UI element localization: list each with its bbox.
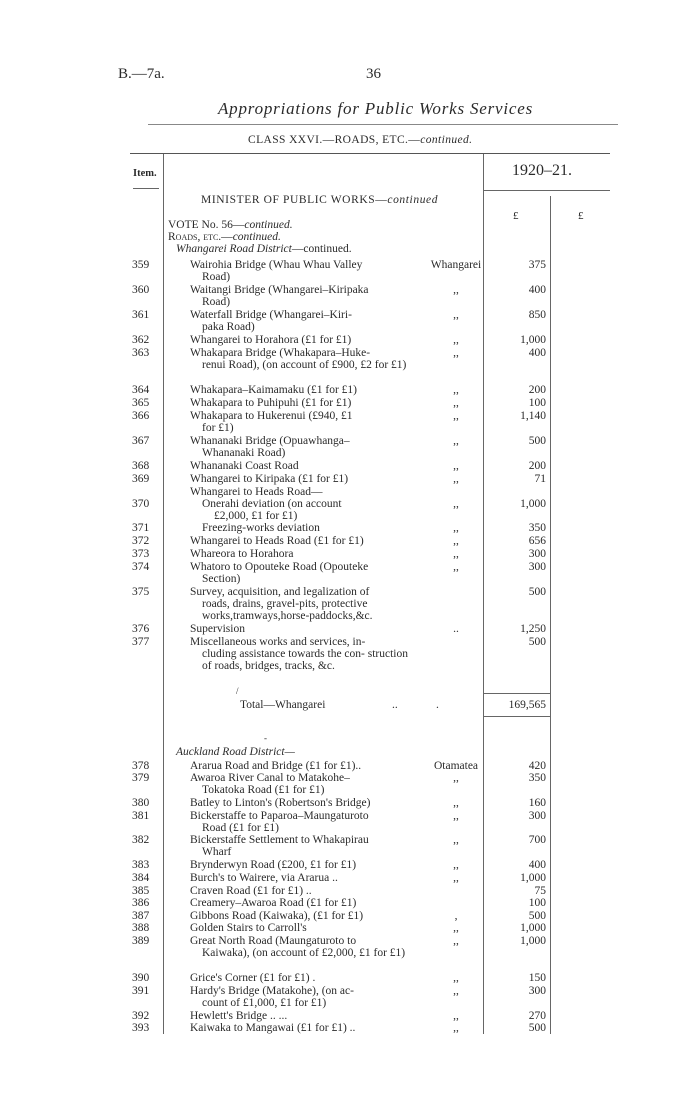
minister-heading-cont: continued [387, 194, 439, 206]
item-number: 359 [132, 259, 150, 271]
item-description-main: Whangarei to Horahora (£1 for £1) [190, 334, 352, 346]
item-description [190, 384, 418, 396]
item-description-main: Kaiwaka to Mangawai (£1 for £1) .. [190, 1022, 356, 1034]
item-description-continued: roads, drains, gravel-pits, protective works,tramways,horse-paddocks,&c. [202, 598, 373, 622]
item-description-main: Gibbons Road (Kaiwaka), (£1 for £1) [190, 910, 364, 922]
item-amount: 300 [528, 548, 546, 560]
class-heading-cont: continued. [420, 134, 473, 146]
district-heading-auckland: Auckland Road District— [176, 746, 295, 758]
item-description-main: Supervision [190, 623, 245, 635]
item-description [190, 473, 418, 485]
item-number: 376 [132, 623, 150, 635]
item-description-main: Burch's to Wairere, via Ararua .. [190, 872, 338, 884]
item-number: 392 [132, 1010, 150, 1022]
item-description-continued: Road) [202, 271, 231, 283]
item-amount: 500 [528, 1022, 546, 1034]
item-district: ,, [453, 347, 459, 359]
item-description-main: Hewlett's Bridge .. ... [190, 1010, 288, 1022]
item-amount: 656 [528, 535, 546, 547]
item-amount: 400 [528, 284, 546, 296]
item-amount: 270 [528, 1010, 546, 1022]
item-amount: 200 [528, 460, 546, 472]
pound-sign-1: £ [513, 210, 519, 222]
vote-heading-cont: continued. [244, 219, 293, 231]
item-description [190, 309, 418, 333]
item-description-continued: renui Road), (on account of £900, £2 for £1) [202, 359, 407, 371]
item-description-continued: Kaiwaka), (on account of £2,000, £1 for £1) [202, 947, 406, 959]
item-description-main: Wairohia Bridge (Whau Whau Valley [190, 259, 363, 271]
item-description [190, 935, 418, 959]
item-amount: 300 [528, 985, 546, 997]
item-amount: 150 [528, 972, 546, 984]
item-number: 375 [132, 586, 150, 598]
item-number: 372 [132, 535, 150, 547]
item-district: ,, [453, 548, 459, 560]
item-description-main: Brynderwyn Road (£200, £1 for £1) [190, 859, 357, 871]
item-number: 381 [132, 810, 150, 822]
item-description-continued: Wharf [202, 846, 232, 858]
item-description [190, 810, 418, 834]
item-column-header: Item. [133, 168, 157, 179]
roads-heading-cont: continued. [232, 231, 281, 243]
item-description-main: Whangarei to Heads Road— [190, 486, 323, 498]
item-district: ,, [453, 772, 459, 784]
item-district: ,, [453, 1022, 459, 1034]
item-description-main: Batley to Linton's (Robertson's Bridge) [190, 797, 371, 809]
item-header-rule [133, 188, 159, 189]
item-district: , [454, 910, 458, 922]
item-description [190, 435, 418, 459]
item-amount: 75 [534, 885, 546, 897]
item-number: 371 [132, 522, 150, 534]
item-number: 368 [132, 460, 150, 472]
item-description-main: Miscellaneous works and services, in- [190, 636, 366, 648]
item-amount: 400 [528, 347, 546, 359]
item-amount: 100 [528, 897, 546, 909]
item-amount: 1,140 [520, 410, 546, 422]
item-district: ,, [453, 1010, 459, 1022]
item-district: ,, [453, 935, 459, 947]
item-amount: 1,000 [520, 922, 546, 934]
total-leader-dots: .. [392, 699, 398, 711]
item-district: ,, [453, 397, 459, 409]
item-amount: 850 [528, 309, 546, 321]
item-district: ,, [453, 410, 459, 422]
item-amount: 300 [528, 561, 546, 573]
item-amount: 1,000 [520, 334, 546, 346]
item-amount: 375 [528, 259, 546, 271]
item-number: 367 [132, 435, 150, 447]
item-description-main: Awaroa River Canal to Matakohe– [190, 772, 350, 784]
item-amount: 100 [528, 397, 546, 409]
item-description [190, 859, 418, 871]
item-amount: 500 [528, 910, 546, 922]
item-description-main: Whakapara to Hukerenui (£940, £1 [190, 410, 353, 422]
item-number: 369 [132, 473, 150, 485]
item-description-main: Freezing-works deviation [202, 522, 320, 534]
item-description [202, 522, 430, 534]
item-district: ,, [453, 284, 459, 296]
item-description-main: Whangarei to Heads Road (£1 for £1) [190, 535, 364, 547]
item-description [190, 910, 418, 922]
item-district: ,, [453, 859, 459, 871]
document-reference: B.—7a. [118, 66, 165, 82]
item-description-main: Grice's Corner (£1 for £1) . [190, 972, 316, 984]
item-description-continued: Section) [202, 573, 241, 585]
item-number: 374 [132, 561, 150, 573]
item-district: ,, [453, 797, 459, 809]
item-district: ,, [453, 872, 459, 884]
item-number: 391 [132, 985, 150, 997]
item-description [190, 259, 418, 283]
item-description-main: Creamery–Awaroa Road (£1 for £1) [190, 897, 357, 909]
separator-mark-2: - [264, 733, 267, 743]
item-description-continued: £2,000, £1 for £1) [214, 510, 298, 522]
item-amount: 200 [528, 384, 546, 396]
minister-heading [201, 194, 438, 206]
item-description-continued: paka Road) [202, 321, 255, 333]
item-district: ,, [453, 922, 459, 934]
item-description-main: Whakapara Bridge (Whakapara–Huke- [190, 347, 371, 359]
item-description [190, 797, 418, 809]
item-description [190, 834, 418, 858]
item-description-main: Whananaki Bridge (Opuawhanga– [190, 435, 350, 447]
pound-sign-2: £ [578, 210, 584, 222]
item-description [190, 1022, 418, 1034]
item-description-main: Waitangi Bridge (Whangarei–Kiripaka [190, 284, 369, 296]
total-bottom-rule [483, 716, 550, 717]
item-number: 386 [132, 897, 150, 909]
item-number: 360 [132, 284, 150, 296]
item-amount: 1,000 [520, 498, 546, 510]
item-description [190, 897, 418, 909]
total-label: Total—Whangarei [240, 699, 326, 711]
item-description [190, 334, 418, 346]
item-description [190, 872, 418, 884]
item-description [190, 561, 418, 585]
item-description-main: Whakapara–Kaimamaku (£1 for £1) [190, 384, 357, 396]
item-description-continued: Whananaki Road) [202, 447, 286, 459]
item-district: Whangarei [430, 259, 482, 271]
item-district: ,, [453, 561, 459, 573]
item-number: 382 [132, 834, 150, 846]
vote-heading [168, 219, 293, 231]
item-amount: 300 [528, 810, 546, 822]
item-number: 373 [132, 548, 150, 560]
item-number: 388 [132, 922, 150, 934]
item-number: 362 [132, 334, 150, 346]
item-amount: 1,000 [520, 935, 546, 947]
item-number: 380 [132, 797, 150, 809]
item-district: ,, [453, 498, 459, 510]
item-number: 377 [132, 636, 150, 648]
item-description-main: Survey, acquisition, and legalization of [190, 586, 370, 598]
item-description [202, 498, 430, 522]
year-column-header: 1920–21. [512, 162, 572, 179]
item-description [190, 985, 418, 1009]
item-district: ,, [453, 972, 459, 984]
item-number: 384 [132, 872, 150, 884]
vote-heading-main: VOTE No. 56— [168, 219, 245, 231]
item-number: 387 [132, 910, 150, 922]
separator-mark: / [236, 686, 239, 696]
item-description-continued: Road) [202, 296, 231, 308]
amount-column-divider [550, 196, 551, 1034]
item-district: ,, [453, 535, 459, 547]
item-description [190, 1010, 418, 1022]
roads-heading [168, 231, 281, 243]
roads-heading-main: Roads, etc.— [168, 231, 233, 243]
item-description [190, 772, 418, 796]
item-description [190, 535, 418, 547]
page-title: Appropriations for Public Works Services [218, 99, 533, 118]
table-top-rule [130, 153, 610, 154]
minister-heading-main: MINISTER OF PUBLIC WORKS— [201, 194, 388, 206]
item-description [190, 486, 418, 498]
item-description-main: Onerahi deviation (on account [202, 498, 342, 510]
item-number: 361 [132, 309, 150, 321]
item-description-main: Golden Stairs to Carroll's [190, 922, 307, 934]
item-description-main: Hardy's Bridge (Matakohe), (on ac- [190, 985, 354, 997]
item-district: .. [453, 623, 459, 635]
item-description [190, 397, 418, 409]
class-heading [248, 134, 472, 146]
item-number: 366 [132, 410, 150, 422]
item-description-continued: count of £1,000, £1 for £1) [202, 997, 327, 1009]
item-description [190, 623, 418, 635]
item-amount: 350 [528, 522, 546, 534]
total-amount: 169,565 [508, 699, 546, 711]
item-number: 364 [132, 384, 150, 396]
page-number: 36 [366, 66, 381, 82]
item-description [190, 548, 418, 560]
year-header-rule [483, 190, 610, 191]
item-amount: 71 [534, 473, 546, 485]
item-description [190, 284, 418, 308]
item-amount: 400 [528, 859, 546, 871]
item-description [190, 586, 418, 622]
item-description-main: Waterfall Bridge (Whangarei–Kiri- [190, 309, 352, 321]
item-amount: 350 [528, 772, 546, 784]
item-district: ,, [453, 334, 459, 346]
class-heading-main: CLASS XXVI.—ROADS, ETC.— [248, 134, 421, 146]
item-description-main: Whareora to Horahora [190, 548, 294, 560]
total-leader-dot: . [436, 699, 439, 711]
item-number: 370 [132, 498, 150, 510]
item-number: 378 [132, 760, 150, 772]
item-column-divider [163, 154, 164, 1034]
item-number: 363 [132, 347, 150, 359]
item-district: ,, [453, 473, 459, 485]
item-description-continued: cluding assistance towards the con- struction of roads, bridges, tracks, &c. [202, 648, 408, 672]
item-description [190, 460, 418, 472]
district-heading-whangarei-cont: —continued. [291, 243, 352, 255]
item-description-continued: Tokatoka Road (£1 for £1) [202, 784, 325, 796]
item-number: 385 [132, 885, 150, 897]
item-description [190, 636, 418, 672]
item-amount: 500 [528, 636, 546, 648]
item-district: ,, [453, 985, 459, 997]
item-district: Otamatea [433, 760, 479, 772]
item-description [190, 347, 418, 371]
item-description-continued: Road (£1 for £1) [202, 822, 279, 834]
item-amount: 500 [528, 586, 546, 598]
item-number: 389 [132, 935, 150, 947]
item-number: 390 [132, 972, 150, 984]
item-description-main: Bickerstaffe Settlement to Whakapirau [190, 834, 369, 846]
item-description-main: Whakapara to Puhipuhi (£1 for £1) [190, 397, 352, 409]
item-number: 365 [132, 397, 150, 409]
total-top-rule [483, 693, 550, 694]
item-description [190, 922, 418, 934]
item-district: ,, [453, 460, 459, 472]
item-number: 393 [132, 1022, 150, 1034]
item-amount: 500 [528, 435, 546, 447]
item-description-main: Whananaki Coast Road [190, 460, 299, 472]
item-amount: 420 [528, 760, 546, 772]
item-description [190, 885, 418, 897]
item-description-main: Great North Road (Maungaturoto to [190, 935, 357, 947]
item-district: ,, [453, 834, 459, 846]
item-number: 383 [132, 859, 150, 871]
item-description [190, 760, 418, 772]
item-amount: 1,000 [520, 872, 546, 884]
item-description-continued: for £1) [202, 422, 234, 434]
item-district: ,, [453, 810, 459, 822]
item-district: ,, [453, 309, 459, 321]
item-district: ,, [453, 435, 459, 447]
item-amount: 700 [528, 834, 546, 846]
item-amount: 160 [528, 797, 546, 809]
title-rule [148, 124, 618, 125]
item-description-main: Whangarei to Kiripaka (£1 for £1) [190, 473, 349, 485]
district-heading-whangarei-main: Whangarei Road District [176, 243, 292, 255]
item-description-main: Craven Road (£1 for £1) .. [190, 885, 312, 897]
item-district: ,, [453, 522, 459, 534]
item-description [190, 410, 418, 434]
item-description-main: Whatoro to Opouteke Road (Opouteke [190, 561, 369, 573]
item-description-main: Bickerstaffe to Paparoa–Maungaturoto [190, 810, 369, 822]
item-district: ,, [453, 384, 459, 396]
district-heading-whangarei [176, 243, 352, 255]
item-amount: 1,250 [520, 623, 546, 635]
item-description [190, 972, 418, 984]
item-number: 379 [132, 772, 150, 784]
item-description-main: Ararua Road and Bridge (£1 for £1).. [190, 760, 362, 772]
